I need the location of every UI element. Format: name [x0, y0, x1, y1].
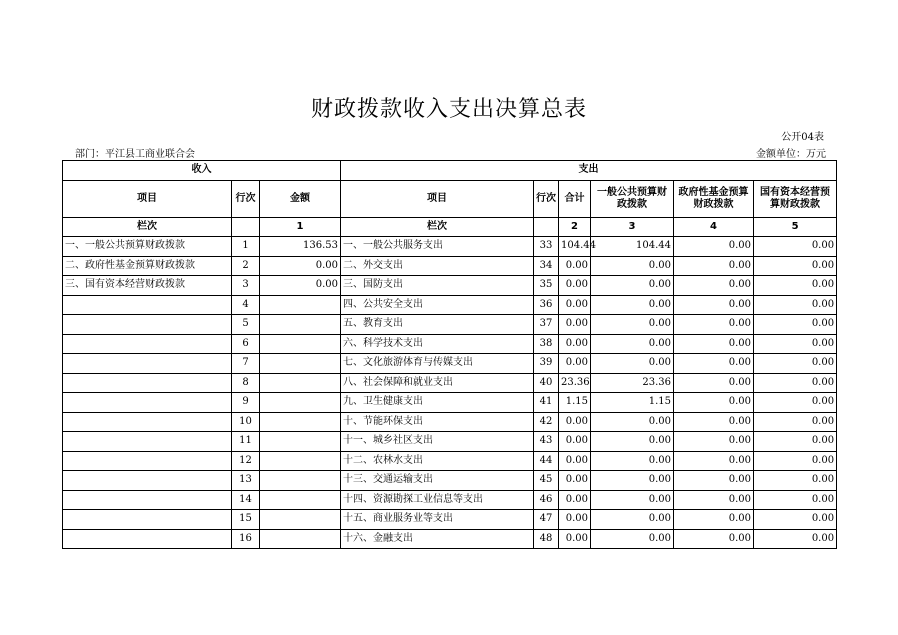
column-4: 4	[674, 217, 754, 237]
total-cell: 0.00	[559, 471, 591, 491]
income-amount-cell	[260, 295, 341, 315]
state-capital-cell: 0.00	[754, 393, 837, 413]
expense-row-no-cell: 44	[534, 451, 559, 471]
table-row	[63, 529, 837, 549]
fund-budget-cell: 0.00	[674, 237, 754, 257]
income-amount-header: 金额	[260, 180, 341, 217]
total-cell: 0.00	[559, 432, 591, 452]
income-row-no-cell: 12	[232, 451, 260, 471]
income-item-cell	[63, 354, 232, 374]
income-row-no-cell: 7	[232, 354, 260, 374]
income-item-cell	[63, 451, 232, 471]
total-cell: 0.00	[559, 276, 591, 296]
general-budget-cell: 0.00	[591, 529, 674, 549]
table-row	[63, 490, 837, 510]
fund-budget-cell: 0.00	[674, 334, 754, 354]
income-item-cell: 一、一般公共预算财政拨款	[63, 237, 232, 257]
general-budget-cell: 1.15	[591, 393, 674, 413]
fund-budget-cell: 0.00	[674, 412, 754, 432]
expense-item-cell: 二、外交支出	[341, 256, 534, 276]
income-amount-cell	[260, 529, 341, 549]
total-cell: 0.00	[559, 412, 591, 432]
column-5: 5	[754, 217, 837, 237]
table-row	[63, 276, 837, 296]
income-row-no-cell: 1	[232, 237, 260, 257]
income-row-no-cell: 15	[232, 510, 260, 530]
total-cell: 104.44	[559, 237, 591, 257]
general-budget-cell: 0.00	[591, 354, 674, 374]
income-row-no-cell: 13	[232, 471, 260, 491]
income-header: 收入	[63, 161, 341, 181]
income-row-no-cell: 2	[232, 256, 260, 276]
state-capital-cell: 0.00	[754, 315, 837, 335]
income-item-cell	[63, 334, 232, 354]
total-cell: 0.00	[559, 510, 591, 530]
state-capital-cell: 0.00	[754, 412, 837, 432]
state-capital-cell: 0.00	[754, 295, 837, 315]
total-cell: 0.00	[559, 295, 591, 315]
total-header: 合计	[559, 180, 591, 217]
income-row-no-cell: 4	[232, 295, 260, 315]
expense-row-no-cell: 46	[534, 490, 559, 510]
table-row	[63, 432, 837, 452]
income-amount-cell	[260, 373, 341, 393]
general-budget-cell: 0.00	[591, 510, 674, 530]
table-row	[63, 412, 837, 432]
general-budget-header: 一般公共预算财政拨款	[591, 180, 674, 217]
general-budget-cell: 0.00	[591, 315, 674, 335]
expense-row-no-header: 行次	[534, 180, 559, 217]
total-cell: 0.00	[559, 529, 591, 549]
income-column-blank	[232, 217, 260, 237]
expense-item-header: 项目	[341, 180, 534, 217]
table-row	[63, 315, 837, 335]
expense-item-cell: 九、卫生健康支出	[341, 393, 534, 413]
income-item-cell	[63, 295, 232, 315]
table-row	[63, 471, 837, 491]
expense-row-no-cell: 43	[534, 432, 559, 452]
state-capital-cell: 0.00	[754, 373, 837, 393]
expense-item-cell: 八、社会保障和就业支出	[341, 373, 534, 393]
expense-row-no-cell: 41	[534, 393, 559, 413]
total-cell: 0.00	[559, 334, 591, 354]
income-item-cell	[63, 490, 232, 510]
form-number: 公开04表	[781, 132, 824, 143]
expense-row-no-cell: 38	[534, 334, 559, 354]
income-item-cell: 三、国有资本经营财政拨款	[63, 276, 232, 296]
table-row	[63, 354, 837, 374]
income-item-cell	[63, 393, 232, 413]
income-row-no-header: 行次	[232, 180, 260, 217]
general-budget-cell: 0.00	[591, 412, 674, 432]
expense-column-label: 栏次	[341, 217, 534, 237]
expense-row-no-cell: 48	[534, 529, 559, 549]
expense-item-cell: 十二、农林水支出	[341, 451, 534, 471]
page-title: 财政拨款收入支出决算总表	[310, 97, 587, 122]
income-amount-cell: 0.00	[260, 256, 341, 276]
income-amount-cell: 0.00	[260, 276, 341, 296]
state-capital-header: 国有资本经营预算财政拨款	[754, 180, 837, 217]
fund-budget-cell: 0.00	[674, 256, 754, 276]
fund-budget-cell: 0.00	[674, 354, 754, 374]
income-item-cell	[63, 432, 232, 452]
fund-budget-cell: 0.00	[674, 276, 754, 296]
table-row	[63, 256, 837, 276]
income-item-cell	[63, 471, 232, 491]
state-capital-cell: 0.00	[754, 451, 837, 471]
income-amount-cell	[260, 471, 341, 491]
table-row	[63, 237, 837, 257]
expense-row-no-cell: 37	[534, 315, 559, 335]
fund-budget-cell: 0.00	[674, 490, 754, 510]
unit-label: 金额单位：万元	[756, 149, 826, 160]
expense-row-no-cell: 45	[534, 471, 559, 491]
fund-budget-cell: 0.00	[674, 432, 754, 452]
income-item-header: 项目	[63, 180, 232, 217]
expense-item-cell: 五、教育支出	[341, 315, 534, 335]
fund-budget-cell: 0.00	[674, 315, 754, 335]
budget-table	[62, 160, 837, 549]
income-amount-cell	[260, 432, 341, 452]
expense-row-no-cell: 36	[534, 295, 559, 315]
general-budget-cell: 104.44	[591, 237, 674, 257]
total-cell: 0.00	[559, 451, 591, 471]
income-item-cell: 二、政府性基金预算财政拨款	[63, 256, 232, 276]
total-cell: 23.36	[559, 373, 591, 393]
income-row-no-cell: 3	[232, 276, 260, 296]
expense-item-cell: 四、公共安全支出	[341, 295, 534, 315]
expense-item-cell: 十、节能环保支出	[341, 412, 534, 432]
state-capital-cell: 0.00	[754, 354, 837, 374]
state-capital-cell: 0.00	[754, 276, 837, 296]
fund-budget-cell: 0.00	[674, 393, 754, 413]
income-amount-cell	[260, 451, 341, 471]
total-cell: 1.15	[559, 393, 591, 413]
expense-row-no-cell: 47	[534, 510, 559, 530]
expense-item-cell: 十六、金融支出	[341, 529, 534, 549]
state-capital-cell: 0.00	[754, 471, 837, 491]
expense-column-blank	[534, 217, 559, 237]
table-row	[63, 334, 837, 354]
expense-item-cell: 十三、交通运输支出	[341, 471, 534, 491]
income-item-cell	[63, 412, 232, 432]
expense-item-cell: 十四、资源勘探工业信息等支出	[341, 490, 534, 510]
total-cell: 0.00	[559, 490, 591, 510]
income-item-cell	[63, 373, 232, 393]
expense-item-cell: 十一、城乡社区支出	[341, 432, 534, 452]
expense-row-no-cell: 34	[534, 256, 559, 276]
income-item-cell	[63, 529, 232, 549]
state-capital-cell: 0.00	[754, 256, 837, 276]
income-amount-cell: 136.53	[260, 237, 341, 257]
expense-header: 支出	[341, 161, 837, 181]
general-budget-cell: 23.36	[591, 373, 674, 393]
expense-row-no-cell: 33	[534, 237, 559, 257]
expense-row-no-cell: 35	[534, 276, 559, 296]
fund-budget-cell: 0.00	[674, 471, 754, 491]
income-item-cell	[63, 315, 232, 335]
column-2: 2	[559, 217, 591, 237]
total-cell: 0.00	[559, 256, 591, 276]
fund-budget-header: 政府性基金预算财政拨款	[674, 180, 754, 217]
income-row-no-cell: 14	[232, 490, 260, 510]
expense-row-no-cell: 40	[534, 373, 559, 393]
fund-budget-cell: 0.00	[674, 373, 754, 393]
fund-budget-cell: 0.00	[674, 451, 754, 471]
state-capital-cell: 0.00	[754, 237, 837, 257]
fund-budget-cell: 0.00	[674, 510, 754, 530]
income-amount-cell	[260, 510, 341, 530]
expense-item-cell: 十五、商业服务业等支出	[341, 510, 534, 530]
table-row	[63, 451, 837, 471]
total-cell: 0.00	[559, 315, 591, 335]
table-body	[63, 237, 837, 549]
state-capital-cell: 0.00	[754, 510, 837, 530]
table-row	[63, 373, 837, 393]
expense-item-cell: 三、国防支出	[341, 276, 534, 296]
income-row-no-cell: 8	[232, 373, 260, 393]
general-budget-cell: 0.00	[591, 256, 674, 276]
income-row-no-cell: 11	[232, 432, 260, 452]
fund-budget-cell: 0.00	[674, 295, 754, 315]
income-row-no-cell: 10	[232, 412, 260, 432]
expense-item-cell: 一、一般公共服务支出	[341, 237, 534, 257]
income-amount-cell	[260, 334, 341, 354]
expense-item-cell: 七、文化旅游体育与传媒支出	[341, 354, 534, 374]
income-amount-cell	[260, 490, 341, 510]
income-amount-cell	[260, 354, 341, 374]
expense-row-no-cell: 39	[534, 354, 559, 374]
income-amount-cell	[260, 412, 341, 432]
income-item-cell	[63, 510, 232, 530]
income-amount-cell	[260, 393, 341, 413]
state-capital-cell: 0.00	[754, 432, 837, 452]
expense-item-cell: 六、科学技术支出	[341, 334, 534, 354]
income-row-no-cell: 16	[232, 529, 260, 549]
general-budget-cell: 0.00	[591, 490, 674, 510]
table-row	[63, 295, 837, 315]
general-budget-cell: 0.00	[591, 276, 674, 296]
state-capital-cell: 0.00	[754, 490, 837, 510]
table-row	[63, 393, 837, 413]
general-budget-cell: 0.00	[591, 295, 674, 315]
general-budget-cell: 0.00	[591, 432, 674, 452]
department-label: 部门：平江县工商业联合会	[75, 149, 195, 160]
income-row-no-cell: 5	[232, 315, 260, 335]
income-amount-cell	[260, 315, 341, 335]
income-column-label: 栏次	[63, 217, 232, 237]
income-row-no-cell: 9	[232, 393, 260, 413]
column-3: 3	[591, 217, 674, 237]
column-1: 1	[260, 217, 341, 237]
general-budget-cell: 0.00	[591, 334, 674, 354]
state-capital-cell: 0.00	[754, 334, 837, 354]
general-budget-cell: 0.00	[591, 451, 674, 471]
state-capital-cell: 0.00	[754, 529, 837, 549]
fund-budget-cell: 0.00	[674, 529, 754, 549]
total-cell: 0.00	[559, 354, 591, 374]
general-budget-cell: 0.00	[591, 471, 674, 491]
expense-row-no-cell: 42	[534, 412, 559, 432]
table-row	[63, 510, 837, 530]
income-row-no-cell: 6	[232, 334, 260, 354]
